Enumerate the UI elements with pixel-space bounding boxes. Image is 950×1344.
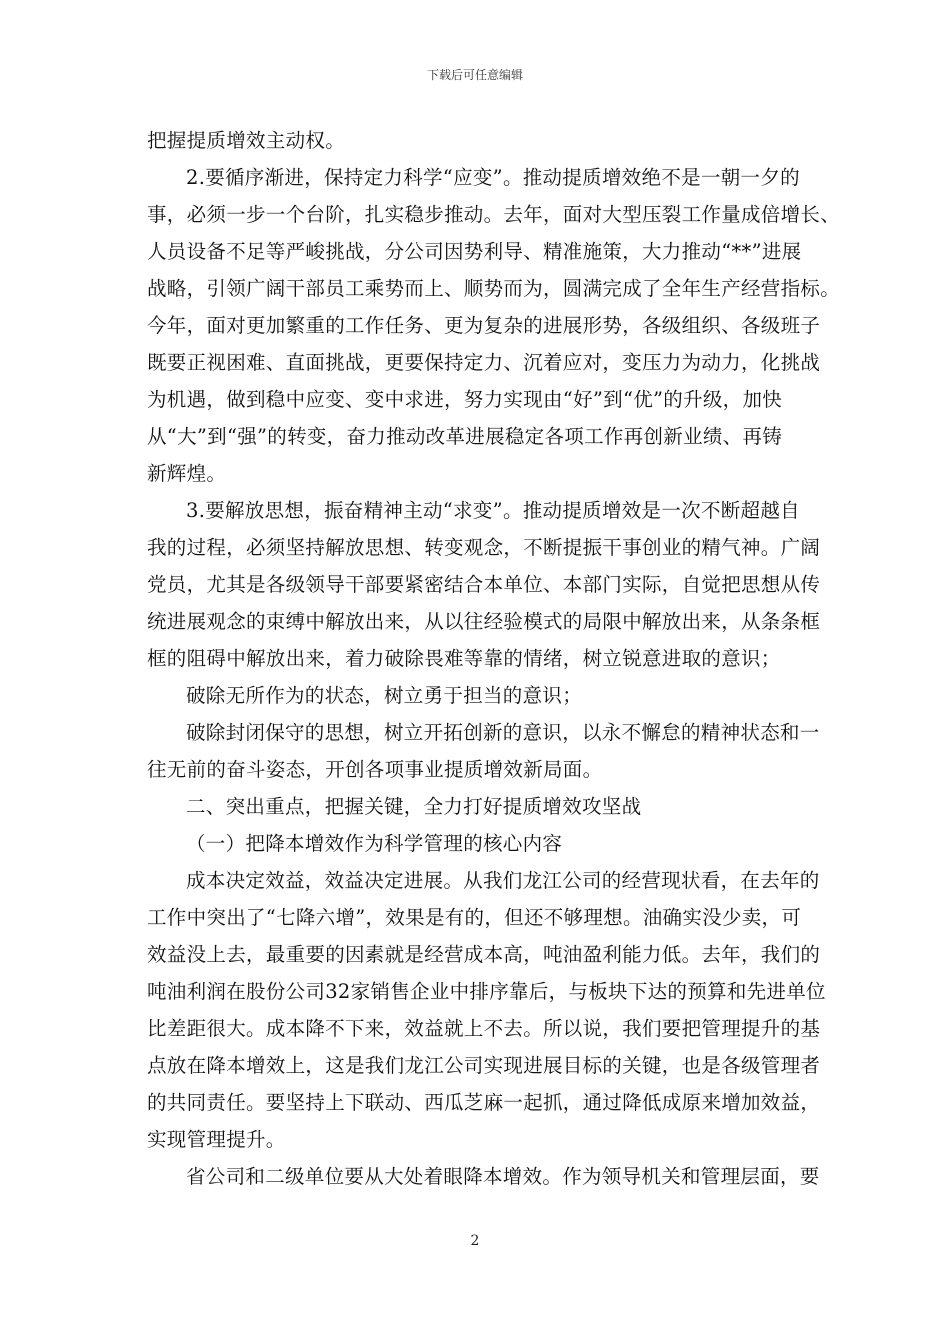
text-line: 效益没上去，最重要的因素就是经营成本高，吨油盈利能力低。去年，我们的: [147, 943, 821, 966]
text-line: 战略，引领广阔干部员工乘势而上、顺势而为，圆满完成了全年生产经营指标。: [147, 277, 841, 300]
text-line: 往无前的奋斗姿态，开创各项事业提质增效新局面。: [147, 758, 603, 781]
text-line: 框的阻碍中解放出来，着力破除畏难等靠的情绪，树立锐意进取的意识；: [147, 647, 781, 670]
text-line: 实现管理提升。: [147, 1128, 286, 1151]
text-line: 成本决定效益，效益决定进展。从我们龙江公司的经营现状看，在去年的: [186, 869, 820, 892]
text-line: 的共同责任。要坚持上下联动、西瓜芝麻一起抓，通过降低成原来增加效益，: [147, 1091, 821, 1114]
text-line: 为机遇，做到稳中应变、变中求进，努力实现由“好”到“优”的升级，加快: [147, 388, 783, 411]
text-line: 比差距很大。成本降不下来，效益就上不去。所以说，我们要把管理提升的基: [147, 1017, 821, 1040]
text-line: 工作中突出了“七降六增”，效果是有的，但还不够理想。油确实没少卖，可: [147, 906, 802, 929]
text-line: 今年，面对更加繁重的工作任务、更为复杂的进展形势，各级组织、各级班子: [147, 314, 821, 337]
page-header: 下载后可任意编辑: [426, 68, 523, 82]
text-line: 把握提质增效主动权。: [147, 129, 346, 152]
text-line: 既要正视困难、直面挑战，更要保持定力、沉着应对，变压力为动力，化挑战: [147, 351, 821, 374]
text-line: 事，必须一步一个台阶，扎实稳步推动。去年，面对大型压裂工作量成倍增长、: [147, 203, 841, 226]
text-line: 吨油利润在股份公司32家销售企业中排序靠后，与板块下达的预算和先进单位: [147, 980, 826, 1003]
text-line: （一）把降本增效作为科学管理的核心内容: [186, 832, 563, 855]
text-line: 破除封闭保守的思想，树立开拓创新的意识，以永不懈怠的精神状态和一: [186, 721, 820, 744]
text-line: 党员，尤其是各级领导干部要紧密结合本单位、本部门实际，自觉把思想从传: [147, 573, 821, 596]
text-line: 我的过程，必须坚持解放思想、转变观念，不断提振干事创业的精气神。广阔: [147, 536, 821, 559]
text-line: 新辉煌。: [147, 462, 227, 485]
text-line: 从“大”到“强”的转变，奋力推动改革进展稳定各项工作再创新业绩、再铸: [147, 425, 783, 448]
text-line: 统进展观念的束缚中解放出来，从以往经验模式的局限中解放出来，从条条框: [147, 610, 821, 633]
document-body: [147, 122, 841, 1195]
page-number: 2: [470, 1233, 480, 1249]
text-line: 3.要解放思想，振奋精神主动“求变”。推动提质增效是一次不断超越自: [186, 499, 800, 522]
text-line: 点放在降本增效上，这是我们龙江公司实现进展目标的关键，也是各级管理者: [147, 1054, 821, 1077]
text-line: 2.要循序渐进，保持定力科学“应变”。推动提质增效绝不是一朝一夕的: [186, 166, 800, 189]
text-line: 破除无所作为的状态，树立勇于担当的意识；: [186, 684, 583, 707]
text-line: 二、突出重点，把握关键，全力打好提质增效攻坚战: [186, 795, 642, 818]
text-line: 省公司和二级单位要从大处着眼降本增效。作为领导机关和管理层面，要: [186, 1165, 820, 1188]
text-line: 人员设备不足等严峻挑战，分公司因势利导、精准施策，大力推动“**”进展: [147, 240, 802, 263]
